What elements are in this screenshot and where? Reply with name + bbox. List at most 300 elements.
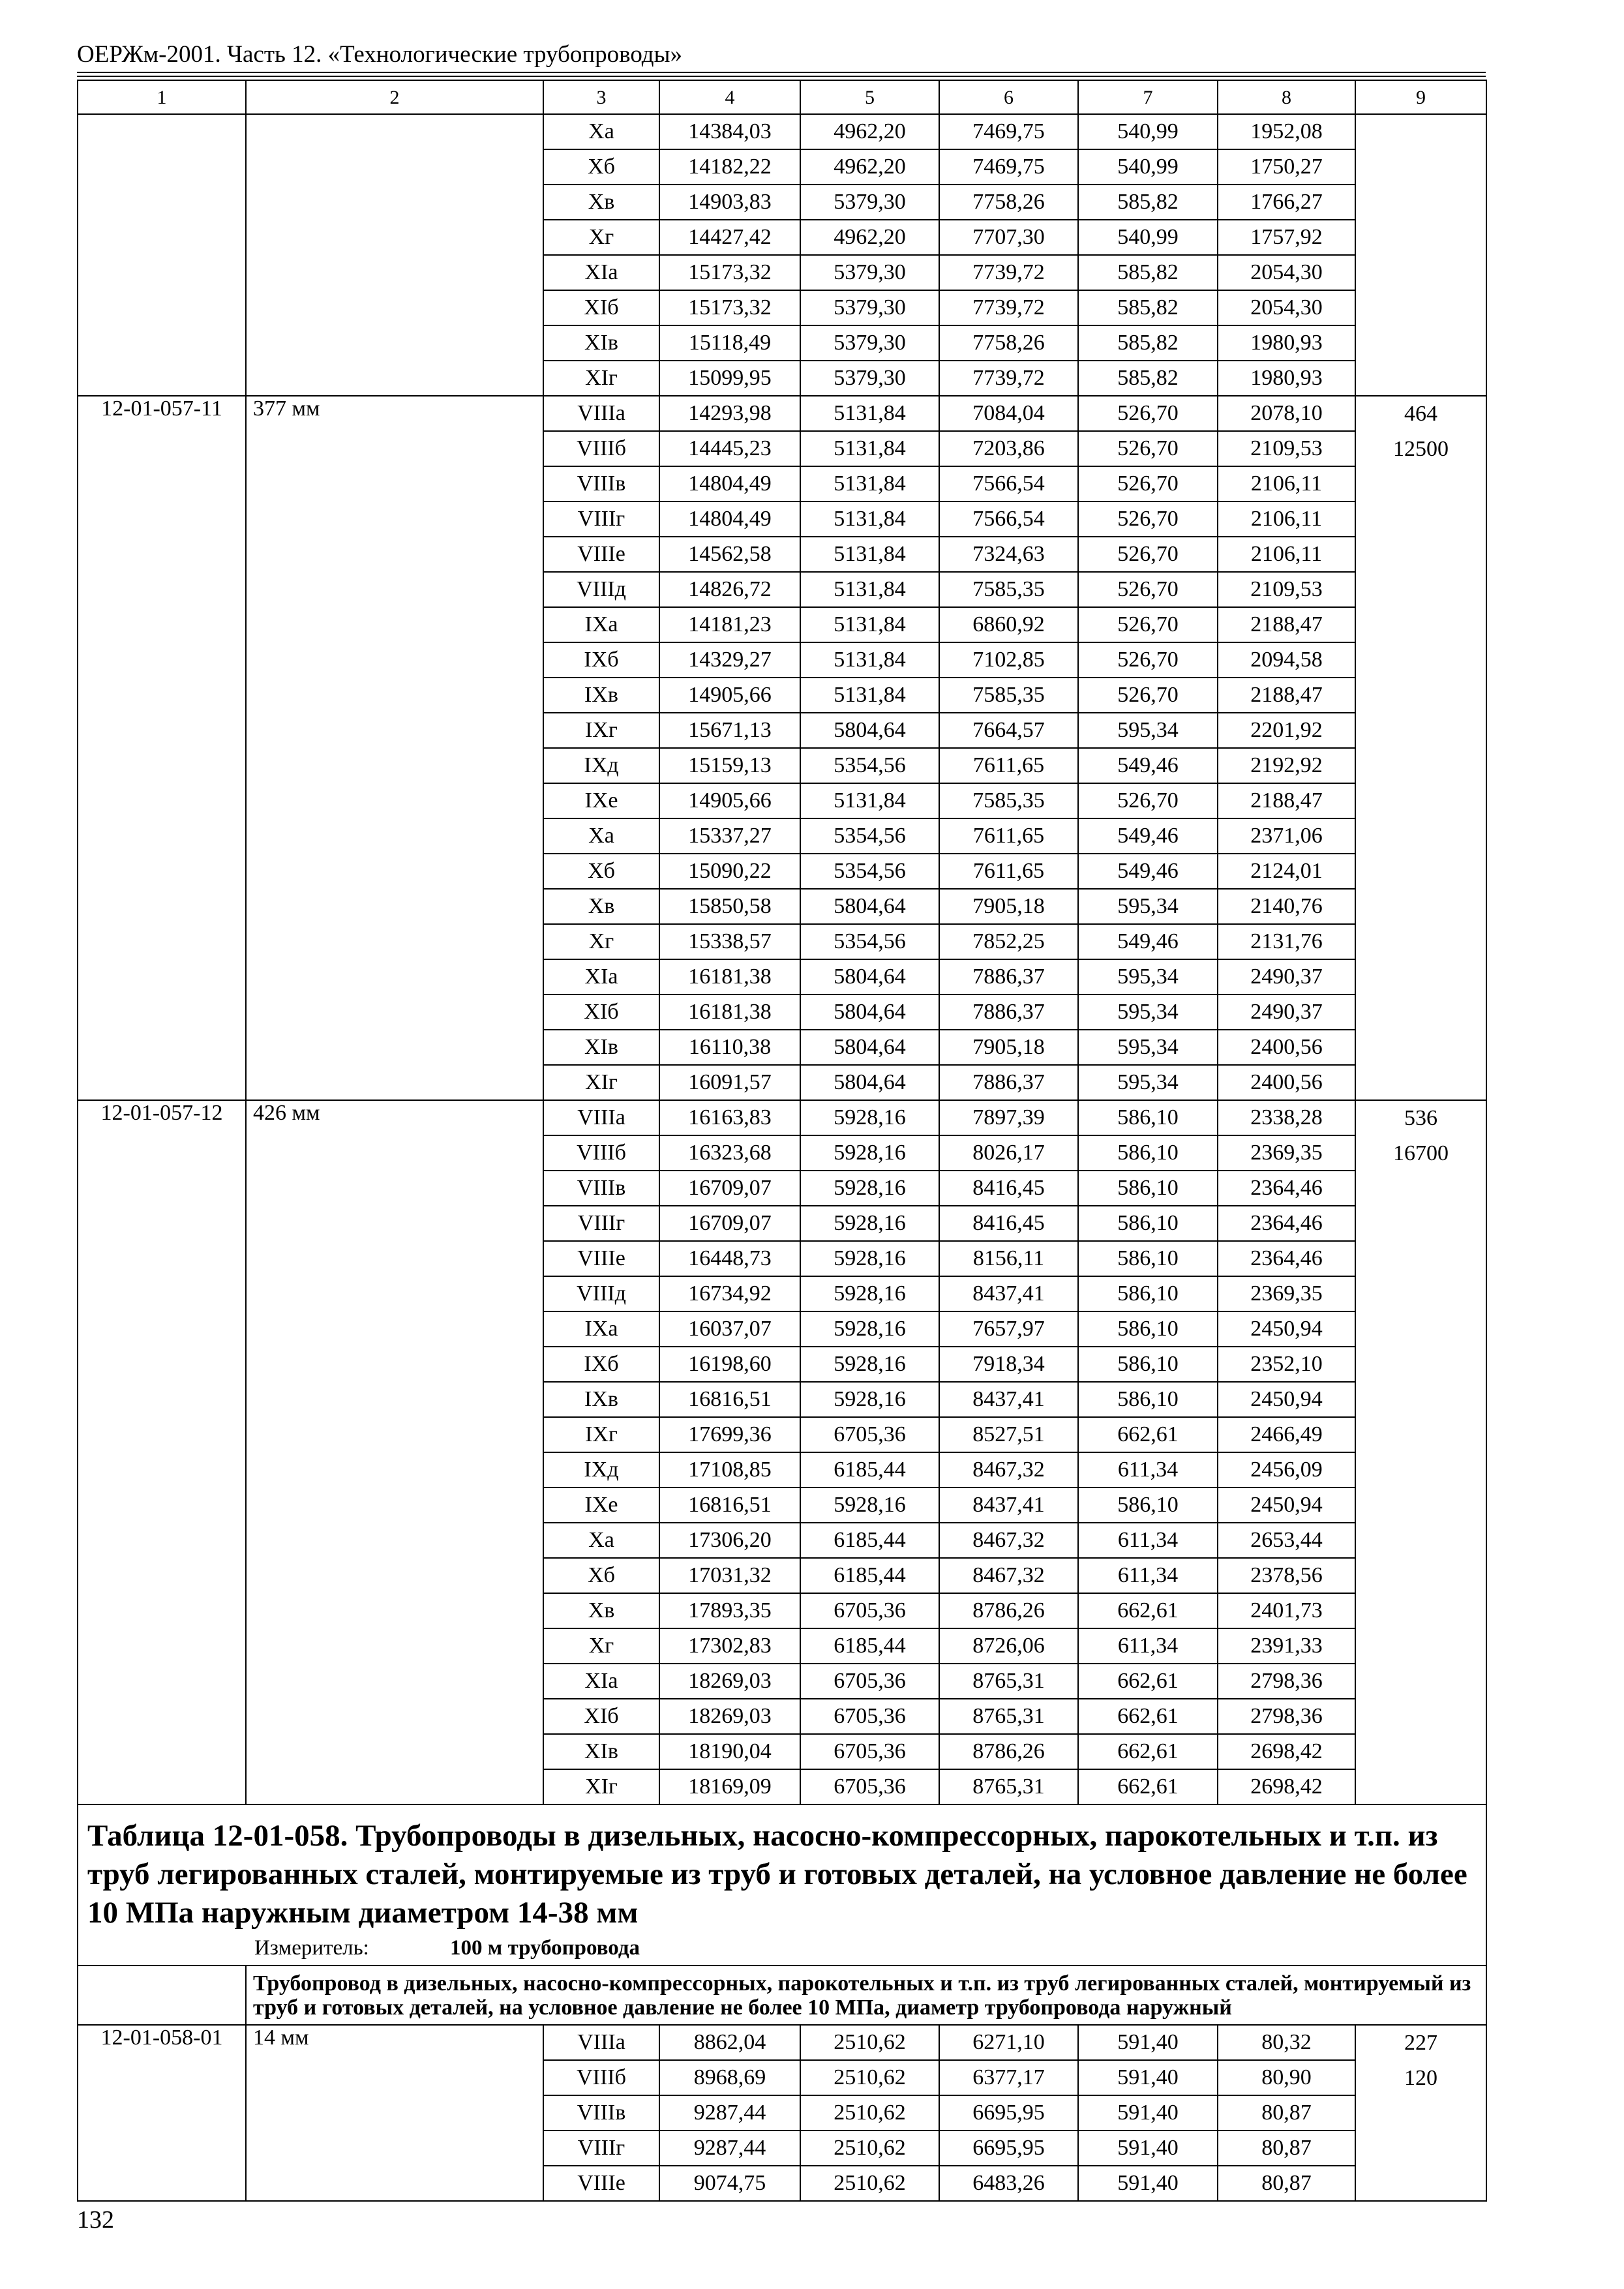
cost-value: 80,87 xyxy=(1218,2131,1355,2166)
cost-value: 662,61 xyxy=(1078,1593,1218,1628)
cost-value: 2369,35 xyxy=(1218,1135,1355,1171)
region-code: IXг xyxy=(543,1417,659,1452)
cost-value: 7585,35 xyxy=(939,678,1078,713)
region-code: VIIIг xyxy=(543,501,659,537)
cost-value: 14562,58 xyxy=(659,537,800,572)
column-number: 1 xyxy=(78,80,246,114)
cost-value: 7707,30 xyxy=(939,220,1078,255)
cost-value: 2450,94 xyxy=(1218,1311,1355,1347)
cost-value: 14804,49 xyxy=(659,466,800,501)
region-code: VIIIг xyxy=(543,2131,659,2166)
cost-value: 2490,37 xyxy=(1218,959,1355,995)
cost-value: 2369,35 xyxy=(1218,1276,1355,1311)
cost-value: 6705,36 xyxy=(800,1734,939,1769)
cost-value: 2124,01 xyxy=(1218,854,1355,889)
cost-value: 662,61 xyxy=(1078,1664,1218,1699)
region-code: XIг xyxy=(543,361,659,396)
cost-value: 2054,30 xyxy=(1218,290,1355,325)
cost-value: 16709,07 xyxy=(659,1206,800,1241)
cost-value: 8437,41 xyxy=(939,1382,1078,1417)
cost-value: 5804,64 xyxy=(800,959,939,995)
cost-value: 585,82 xyxy=(1078,361,1218,396)
page-number: 132 xyxy=(77,2206,114,2234)
region-code: VIIIe xyxy=(543,1241,659,1276)
cost-value: 2131,76 xyxy=(1218,924,1355,959)
cost-value: 2371,06 xyxy=(1218,818,1355,854)
region-code: IXв xyxy=(543,1382,659,1417)
cost-value: 6185,44 xyxy=(800,1523,939,1558)
cost-value: 7566,54 xyxy=(939,501,1078,537)
cost-value: 7739,72 xyxy=(939,290,1078,325)
cost-value: 7084,04 xyxy=(939,396,1078,431)
cost-value: 526,70 xyxy=(1078,642,1218,678)
cost-value: 7758,26 xyxy=(939,185,1078,220)
cost-value: 2510,62 xyxy=(800,2166,939,2201)
cost-value: 540,99 xyxy=(1078,220,1218,255)
cost-value: 6695,95 xyxy=(939,2095,1078,2131)
cost-value: 18169,09 xyxy=(659,1769,800,1804)
cost-value: 591,40 xyxy=(1078,2060,1218,2095)
cost-value: 8862,04 xyxy=(659,2025,800,2060)
cost-value: 1952,08 xyxy=(1218,114,1355,149)
pipe-diameter: 426 мм xyxy=(246,1100,543,1804)
region-code: VIIIг xyxy=(543,1206,659,1241)
column-number: 2 xyxy=(246,80,543,114)
cost-value: 586,10 xyxy=(1078,1100,1218,1135)
region-code: Xг xyxy=(543,924,659,959)
cost-value: 7469,75 xyxy=(939,114,1078,149)
region-code: Xг xyxy=(543,1628,659,1664)
cost-value: 549,46 xyxy=(1078,854,1218,889)
column-number: 8 xyxy=(1218,80,1355,114)
cost-value: 1980,93 xyxy=(1218,325,1355,361)
cost-value: 7852,25 xyxy=(939,924,1078,959)
cost-value: 7905,18 xyxy=(939,889,1078,924)
cost-value: 586,10 xyxy=(1078,1206,1218,1241)
cost-value: 2201,92 xyxy=(1218,713,1355,748)
cost-value: 591,40 xyxy=(1078,2131,1218,2166)
rate-code xyxy=(78,114,246,396)
column-number: 4 xyxy=(659,80,800,114)
cost-value: 16181,38 xyxy=(659,995,800,1030)
region-code: VIIIб xyxy=(543,1135,659,1171)
cost-value: 16110,38 xyxy=(659,1030,800,1065)
cost-value: 80,87 xyxy=(1218,2166,1355,2201)
cost-value: 5354,56 xyxy=(800,748,939,783)
table-title-row xyxy=(78,1804,1486,1966)
cost-value: 6483,26 xyxy=(939,2166,1078,2201)
table-row xyxy=(78,114,1486,149)
cost-value: 8726,06 xyxy=(939,1628,1078,1664)
cost-value: 526,70 xyxy=(1078,607,1218,642)
cost-value: 6860,92 xyxy=(939,607,1078,642)
cost-value: 6377,17 xyxy=(939,2060,1078,2095)
cost-value: 7657,97 xyxy=(939,1311,1078,1347)
cost-value: 17699,36 xyxy=(659,1417,800,1452)
cost-value: 14903,83 xyxy=(659,185,800,220)
region-code: IXв xyxy=(543,678,659,713)
cost-value: 1766,27 xyxy=(1218,185,1355,220)
cost-value: 16037,07 xyxy=(659,1311,800,1347)
cost-value: 7739,72 xyxy=(939,361,1078,396)
cost-value: 2456,09 xyxy=(1218,1452,1355,1488)
column-number: 9 xyxy=(1355,80,1486,114)
region-code: XIa xyxy=(543,959,659,995)
cost-value: 586,10 xyxy=(1078,1276,1218,1311)
cost-value: 1980,93 xyxy=(1218,361,1355,396)
cost-value: 5131,84 xyxy=(800,783,939,818)
cost-value: 2653,44 xyxy=(1218,1523,1355,1558)
cost-value: 611,34 xyxy=(1078,1628,1218,1664)
pipe-diameter: 377 мм xyxy=(246,396,543,1100)
cost-value: 14181,23 xyxy=(659,607,800,642)
cost-value: 662,61 xyxy=(1078,1734,1218,1769)
cost-value: 6185,44 xyxy=(800,1628,939,1664)
cost-value: 611,34 xyxy=(1078,1558,1218,1593)
region-code: Xв xyxy=(543,889,659,924)
cost-value: 5131,84 xyxy=(800,501,939,537)
cost-value: 2106,11 xyxy=(1218,466,1355,501)
region-code: XIб xyxy=(543,290,659,325)
region-code: VIIIв xyxy=(543,2095,659,2131)
rate-col9 xyxy=(1355,114,1486,396)
cost-value: 5131,84 xyxy=(800,466,939,501)
col9-value: 120 xyxy=(1404,2065,1437,2090)
region-code: Xa xyxy=(543,818,659,854)
cost-value: 2378,56 xyxy=(1218,1558,1355,1593)
cost-value: 7897,39 xyxy=(939,1100,1078,1135)
cost-value: 586,10 xyxy=(1078,1311,1218,1347)
region-code: Xб xyxy=(543,1558,659,1593)
region-code: IXд xyxy=(543,748,659,783)
cost-value: 8156,11 xyxy=(939,1241,1078,1276)
cost-value: 2510,62 xyxy=(800,2131,939,2166)
cost-value: 7469,75 xyxy=(939,149,1078,185)
rates-table xyxy=(77,80,1487,2202)
cost-value: 8968,69 xyxy=(659,2060,800,2095)
cost-value: 586,10 xyxy=(1078,1488,1218,1523)
cost-value: 80,32 xyxy=(1218,2025,1355,2060)
region-code: Xa xyxy=(543,1523,659,1558)
cost-value: 5131,84 xyxy=(800,678,939,713)
cost-value: 8467,32 xyxy=(939,1558,1078,1593)
cost-value: 595,34 xyxy=(1078,959,1218,995)
cost-value: 8437,41 xyxy=(939,1276,1078,1311)
col9-value: 16700 xyxy=(1393,1141,1449,1165)
cost-value: 7886,37 xyxy=(939,959,1078,995)
cost-value: 5928,16 xyxy=(800,1135,939,1171)
cost-value: 9287,44 xyxy=(659,2095,800,2131)
cost-value: 8416,45 xyxy=(939,1171,1078,1206)
cost-value: 7664,57 xyxy=(939,713,1078,748)
cost-value: 8467,32 xyxy=(939,1452,1078,1488)
cost-value: 591,40 xyxy=(1078,2095,1218,2131)
region-code: XIг xyxy=(543,1065,659,1100)
cost-value: 7611,65 xyxy=(939,818,1078,854)
region-code: IXe xyxy=(543,783,659,818)
page-header: ОЕРЖм-2001. Часть 12. «Технологические трубопроводы» xyxy=(77,41,682,68)
cost-value: 15159,13 xyxy=(659,748,800,783)
region-code: IXб xyxy=(543,642,659,678)
cost-value: 1757,92 xyxy=(1218,220,1355,255)
cost-value: 17306,20 xyxy=(659,1523,800,1558)
cost-value: 15090,22 xyxy=(659,854,800,889)
cost-value: 2054,30 xyxy=(1218,255,1355,290)
cost-value: 16163,83 xyxy=(659,1100,800,1135)
cost-value: 8416,45 xyxy=(939,1206,1078,1241)
region-code: IXг xyxy=(543,713,659,748)
cost-value: 7324,63 xyxy=(939,537,1078,572)
cost-value: 2490,37 xyxy=(1218,995,1355,1030)
region-code: XIг xyxy=(543,1769,659,1804)
cost-value: 4962,20 xyxy=(800,149,939,185)
cost-value: 7585,35 xyxy=(939,783,1078,818)
cost-value: 2078,10 xyxy=(1218,396,1355,431)
header-rule-double xyxy=(77,76,1486,77)
cost-value: 2698,42 xyxy=(1218,1734,1355,1769)
cost-value: 5928,16 xyxy=(800,1241,939,1276)
region-code: VIIIa xyxy=(543,1100,659,1135)
cost-value: 2450,94 xyxy=(1218,1382,1355,1417)
table-row xyxy=(78,396,1486,431)
cost-value: 2094,58 xyxy=(1218,642,1355,678)
cost-value: 586,10 xyxy=(1078,1171,1218,1206)
cost-value: 80,90 xyxy=(1218,2060,1355,2095)
cost-value: 80,87 xyxy=(1218,2095,1355,2131)
cost-value: 15173,32 xyxy=(659,290,800,325)
cost-value: 5131,84 xyxy=(800,431,939,466)
region-code: Xг xyxy=(543,220,659,255)
cost-value: 5804,64 xyxy=(800,889,939,924)
pipeline-description: Трубопровод в дизельных, насосно-компрессорных, парокотельных и т.п. из труб легированных сталей, монтируемый из труб и готовых деталей, на условное давление не более 10 МПа, диаметр трубопровода наружный xyxy=(246,1966,1486,2025)
cost-value: 2466,49 xyxy=(1218,1417,1355,1452)
col9-value: 227 xyxy=(1404,2030,1437,2055)
cost-value: 6705,36 xyxy=(800,1699,939,1734)
cost-value: 5928,16 xyxy=(800,1171,939,1206)
cost-value: 5131,84 xyxy=(800,537,939,572)
cost-value: 6705,36 xyxy=(800,1664,939,1699)
col9-value: 464 xyxy=(1404,402,1437,426)
cost-value: 8467,32 xyxy=(939,1523,1078,1558)
region-code: Xa xyxy=(543,114,659,149)
cost-value: 5928,16 xyxy=(800,1311,939,1347)
cost-value: 662,61 xyxy=(1078,1417,1218,1452)
col9-value: 536 xyxy=(1404,1106,1437,1130)
cost-value: 17031,32 xyxy=(659,1558,800,1593)
cost-value: 6271,10 xyxy=(939,2025,1078,2060)
cost-value: 18190,04 xyxy=(659,1734,800,1769)
region-code: XIa xyxy=(543,1664,659,1699)
cost-value: 15671,13 xyxy=(659,713,800,748)
cost-value: 5379,30 xyxy=(800,325,939,361)
cost-value: 8765,31 xyxy=(939,1769,1078,1804)
rate-col9 xyxy=(1355,396,1486,1100)
cost-value: 2109,53 xyxy=(1218,572,1355,607)
table-row xyxy=(78,2025,1486,2060)
region-code: IXб xyxy=(543,1347,659,1382)
cost-value: 14384,03 xyxy=(659,114,800,149)
cost-value: 6705,36 xyxy=(800,1769,939,1804)
cost-value: 2401,73 xyxy=(1218,1593,1355,1628)
cost-value: 6185,44 xyxy=(800,1558,939,1593)
rate-code: 12-01-057-11 xyxy=(78,396,246,1100)
region-code: VIIIa xyxy=(543,2025,659,2060)
cost-value: 2450,94 xyxy=(1218,1488,1355,1523)
region-code: IXe xyxy=(543,1488,659,1523)
cost-value: 2698,42 xyxy=(1218,1769,1355,1804)
header-rule xyxy=(77,72,1486,73)
cost-value: 7918,34 xyxy=(939,1347,1078,1382)
column-number: 3 xyxy=(543,80,659,114)
cost-value: 5131,84 xyxy=(800,572,939,607)
cost-value: 7611,65 xyxy=(939,748,1078,783)
cost-value: 7758,26 xyxy=(939,325,1078,361)
cost-value: 7203,86 xyxy=(939,431,1078,466)
pipe-diameter xyxy=(246,114,543,396)
cost-value: 5928,16 xyxy=(800,1488,939,1523)
cost-value: 2338,28 xyxy=(1218,1100,1355,1135)
cost-value: 16198,60 xyxy=(659,1347,800,1382)
region-code: Xб xyxy=(543,854,659,889)
cost-value: 7585,35 xyxy=(939,572,1078,607)
cost-value: 585,82 xyxy=(1078,325,1218,361)
cost-value: 611,34 xyxy=(1078,1523,1218,1558)
region-code: VIIIб xyxy=(543,431,659,466)
column-number: 7 xyxy=(1078,80,1218,114)
cost-value: 595,34 xyxy=(1078,995,1218,1030)
cost-value: 16709,07 xyxy=(659,1171,800,1206)
cost-value: 5804,64 xyxy=(800,1030,939,1065)
cost-value: 540,99 xyxy=(1078,114,1218,149)
region-code: VIIIб xyxy=(543,2060,659,2095)
cost-value: 15099,95 xyxy=(659,361,800,396)
col9-value: 12500 xyxy=(1393,437,1449,461)
cost-value: 595,34 xyxy=(1078,1030,1218,1065)
cost-value: 6705,36 xyxy=(800,1417,939,1452)
column-number: 5 xyxy=(800,80,939,114)
region-code: XIв xyxy=(543,325,659,361)
cost-value: 16816,51 xyxy=(659,1382,800,1417)
region-code: XIв xyxy=(543,1734,659,1769)
cost-value: 16734,92 xyxy=(659,1276,800,1311)
cost-value: 2109,53 xyxy=(1218,431,1355,466)
cost-value: 14329,27 xyxy=(659,642,800,678)
cost-value: 8765,31 xyxy=(939,1664,1078,1699)
cost-value: 9074,75 xyxy=(659,2166,800,2201)
cost-value: 5379,30 xyxy=(800,361,939,396)
cost-value: 15850,58 xyxy=(659,889,800,924)
region-code: IXa xyxy=(543,607,659,642)
cost-value: 5354,56 xyxy=(800,818,939,854)
cost-value: 2188,47 xyxy=(1218,607,1355,642)
cost-value: 5379,30 xyxy=(800,185,939,220)
region-code: VIIIв xyxy=(543,1171,659,1206)
pipe-diameter: 14 мм xyxy=(246,2025,543,2201)
cost-value: 14804,49 xyxy=(659,501,800,537)
cost-value: 2400,56 xyxy=(1218,1030,1355,1065)
cost-value: 591,40 xyxy=(1078,2025,1218,2060)
cost-value: 14427,42 xyxy=(659,220,800,255)
cost-value: 5354,56 xyxy=(800,924,939,959)
cost-value: 540,99 xyxy=(1078,149,1218,185)
cost-value: 16816,51 xyxy=(659,1488,800,1523)
meter-row xyxy=(87,1935,1477,1961)
cost-value: 8527,51 xyxy=(939,1417,1078,1452)
rate-code: 12-01-058-01 xyxy=(78,2025,246,2201)
cost-value: 2391,33 xyxy=(1218,1628,1355,1664)
empty-cell xyxy=(78,1966,246,2025)
region-code: VIIIд xyxy=(543,572,659,607)
cost-value: 5131,84 xyxy=(800,396,939,431)
cost-value: 2352,10 xyxy=(1218,1347,1355,1382)
cost-value: 14826,72 xyxy=(659,572,800,607)
cost-value: 526,70 xyxy=(1078,431,1218,466)
cost-value: 2188,47 xyxy=(1218,678,1355,713)
cost-value: 526,70 xyxy=(1078,678,1218,713)
region-code: VIIIв xyxy=(543,466,659,501)
region-code: VIIIд xyxy=(543,1276,659,1311)
cost-value: 2510,62 xyxy=(800,2060,939,2095)
cost-value: 585,82 xyxy=(1078,290,1218,325)
cost-value: 549,46 xyxy=(1078,818,1218,854)
cost-value: 7611,65 xyxy=(939,854,1078,889)
cost-value: 2510,62 xyxy=(800,2095,939,2131)
cost-value: 18269,03 xyxy=(659,1699,800,1734)
cost-value: 8786,26 xyxy=(939,1734,1078,1769)
cost-value: 15118,49 xyxy=(659,325,800,361)
cost-value: 2188,47 xyxy=(1218,783,1355,818)
cost-value: 5928,16 xyxy=(800,1100,939,1135)
cost-value: 549,46 xyxy=(1078,924,1218,959)
cost-value: 5804,64 xyxy=(800,713,939,748)
cost-value: 9287,44 xyxy=(659,2131,800,2166)
region-code: IXд xyxy=(543,1452,659,1488)
cost-value: 2510,62 xyxy=(800,2025,939,2060)
cost-value: 15173,32 xyxy=(659,255,800,290)
cost-value: 16181,38 xyxy=(659,959,800,995)
region-code: Xв xyxy=(543,1593,659,1628)
cost-value: 5928,16 xyxy=(800,1347,939,1382)
cost-value: 526,70 xyxy=(1078,537,1218,572)
cost-value: 14905,66 xyxy=(659,783,800,818)
cost-value: 14905,66 xyxy=(659,678,800,713)
cost-value: 5804,64 xyxy=(800,995,939,1030)
cost-value: 7905,18 xyxy=(939,1030,1078,1065)
region-code: IXa xyxy=(543,1311,659,1347)
meter-label: Измеритель: xyxy=(254,1936,369,1960)
cost-value: 5928,16 xyxy=(800,1206,939,1241)
cost-value: 7102,85 xyxy=(939,642,1078,678)
cost-value: 2106,11 xyxy=(1218,537,1355,572)
cost-value: 611,34 xyxy=(1078,1452,1218,1488)
cost-value: 2364,46 xyxy=(1218,1206,1355,1241)
cost-value: 7886,37 xyxy=(939,995,1078,1030)
cost-value: 2106,11 xyxy=(1218,501,1355,537)
region-code: VIIIe xyxy=(543,2166,659,2201)
rate-code: 12-01-057-12 xyxy=(78,1100,246,1804)
cost-value: 526,70 xyxy=(1078,466,1218,501)
cost-value: 7739,72 xyxy=(939,255,1078,290)
cost-value: 526,70 xyxy=(1078,396,1218,431)
cost-value: 14293,98 xyxy=(659,396,800,431)
cost-value: 5379,30 xyxy=(800,255,939,290)
cost-value: 2798,36 xyxy=(1218,1664,1355,1699)
table-row xyxy=(78,1100,1486,1135)
cost-value: 2192,92 xyxy=(1218,748,1355,783)
cost-value: 7886,37 xyxy=(939,1065,1078,1100)
cost-value: 7566,54 xyxy=(939,466,1078,501)
column-numbers-row xyxy=(78,80,1486,114)
